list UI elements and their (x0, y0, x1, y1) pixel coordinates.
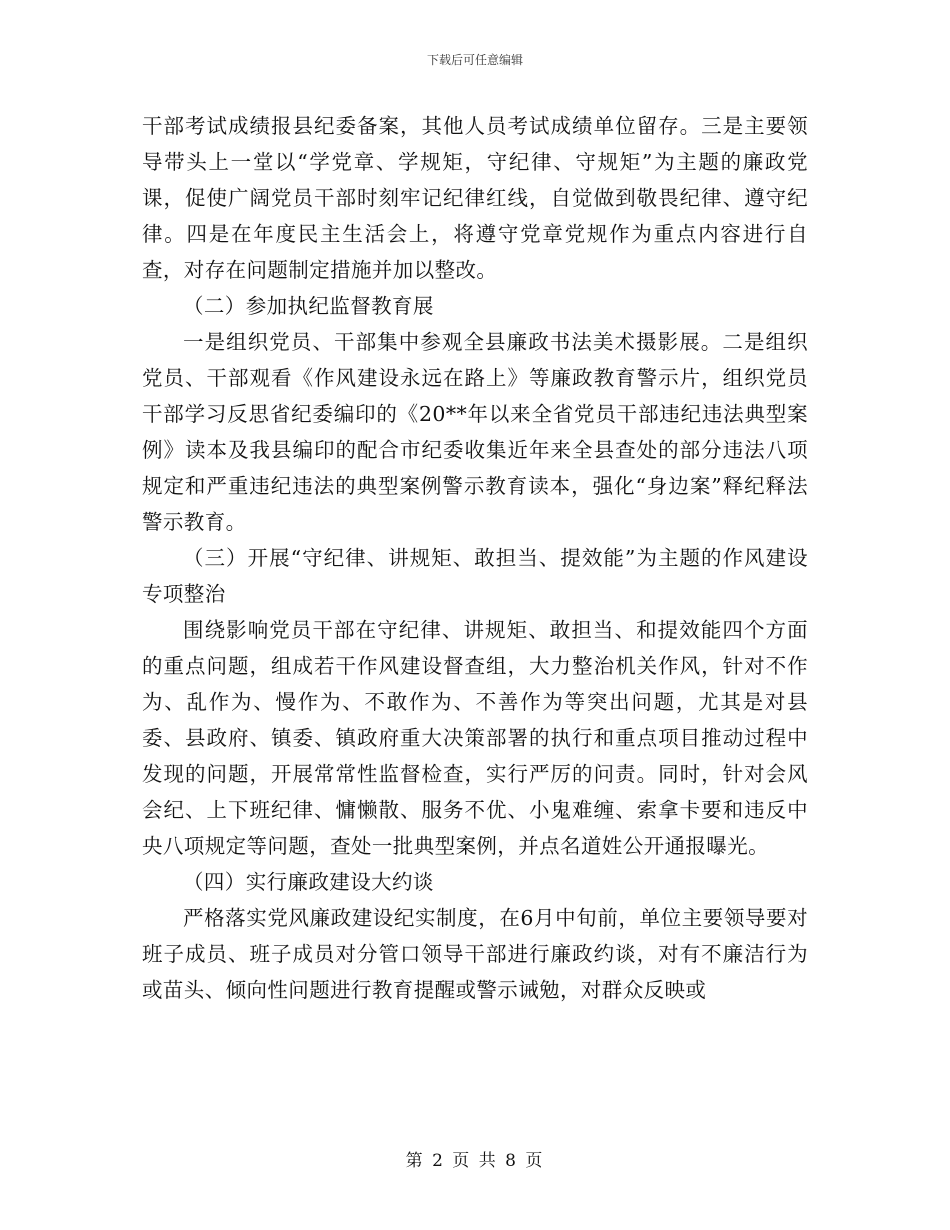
document-body (142, 108, 808, 1008)
paragraph-supervision-education: 一是组织党员、干部集中参观全县廉政书法美术摄影展。二是组织党员、干部观看《作风建设永远在路上》等廉政教育警示片，组织党员干部学习反思省纪委编印的《20**年以来全省党员干部违纪违法典型案例》读本及我县编印的配合市纪委收集近年来全县查处的部分违法八项规定和严重违纪违法的典型案例警示教育读本，强化“身边案”释纪释法警示教育。 (142, 330, 808, 534)
page-number-footer: 第 2 页 共 8 页 (405, 1151, 545, 1171)
paragraph-style-rectification: 围绕影响党员干部在守纪律、讲规矩、敢担当、和提效能四个方面的重点问题，组成若干作风建设督查组，大力整治机关作风，针对不作为、乱作为、慢作为、不敢作为、不善作为等突出问题，尤其是对县委、县政府、镇委、镇政府重大决策部署的执行和重点项目推动过程中发现的问题，开展常常性监督检查，实行严厉的问责。同时，针对会风会纪、上下班纪律、慵懒散、服务不优、小鬼难缠、索拿卡要和违反中央八项规定等问题，查处一批典型案例，并点名道姓公开通报曝光。 (142, 618, 808, 858)
page-header: 下载后可任意编辑 (426, 53, 523, 67)
section-heading-2: （二）参加执纪监督教育展 (183, 294, 434, 318)
paragraph-continuation: 干部考试成绩报县纪委备案，其他人员考试成绩单位留存。三是主要领导带头上一堂以“学党章、学规矩，守纪律、守规矩”为主题的廉政党课，促使广阔党员干部时刻牢记纪律红线，自觉做到敬畏纪律、遵守纪律。四是在年度民主生活会上，将遵守党章党规作为重点内容进行自查，对存在问题制定措施并加以整改。 (142, 114, 808, 282)
section-heading-3: （三）开展“守纪律、讲规矩、敢担当、提效能”为主题的作风建设专项整治 (142, 546, 808, 606)
paragraph-integrity-talks: 严格落实党风廉政建设纪实制度，在6月中旬前，单位主要领导要对班子成员、班子成员对分管口领导干部进行廉政约谈，对有不廉洁行为或苗头、倾向性问题进行教育提醒或警示诫勉，对群众反映或 (142, 906, 808, 1002)
section-heading-4: （四）实行廉政建设大约谈 (183, 870, 434, 894)
